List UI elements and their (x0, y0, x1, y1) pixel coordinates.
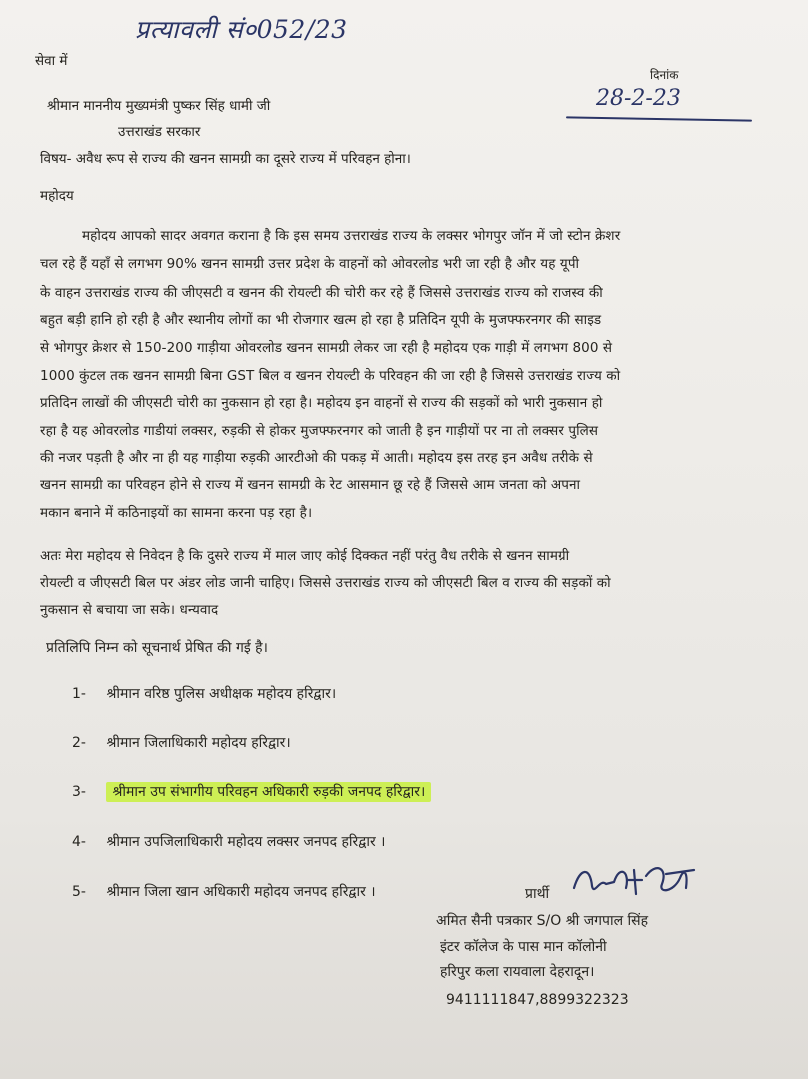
handwritten-date: 28-2-23 (596, 86, 681, 111)
paragraph-2-line: नुकसान से बचाया जा सके। धन्यवाद (40, 602, 219, 618)
sender-phone: 9411111847,8899322323 (446, 992, 629, 1008)
paragraph-1-line: चल रहे हैं यहाँ से लगभग 90% खनन सामग्री उत्तर प्रदेश के वाहनों को ओवरलोड भरी जा रही है और यह यूपी (40, 256, 580, 272)
sender-address-line-1: इंटर कॉलेज के पास मान कॉलोनी (440, 939, 607, 955)
copy-list-item (72, 684, 336, 703)
paragraph-2-line: अतः मेरा महोदय से निवेदन है कि दुसरे राज्य में माल जाए कोई दिक्कत नहीं परंतु वैध तरीके से खनन सामग्री (40, 548, 570, 564)
paragraph-1-line: प्रतिदिन लाखों की जीएसटी चोरी का नुकसान हो रहा है। महोदय इन वाहनों से राज्य की सड़कों को भारी नुकसान हो (40, 395, 603, 411)
copy-list-item (72, 733, 291, 752)
paragraph-1-line: रहा है यह ओवरलोड गाडीयां लक्सर, रुड़की से होकर मुजफ्फरनगर को जाती है इन गाड़ीयों पर ना तो लक्सर पुलिस (40, 423, 599, 439)
paragraph-1-line: की नजर पड़ती है और ना ही यह गाड़ीया रुड़की आरटीओ की पकड़ में आती। महोदय इस तरह इन अवैध तरीके से (40, 450, 593, 466)
sender-address-line-2: हरिपुर कला रायवाला देहरादून। (440, 964, 595, 980)
sender-name-line: अमित सैनी पत्रकार S/O श्री जगपाल सिंह (436, 913, 649, 929)
copy-item-number: 1- (72, 686, 86, 702)
copy-item-number: 3- (72, 784, 86, 800)
greeting: महोदय (40, 188, 74, 204)
paragraph-1-line: खनन सामग्री का परिवहन होने से राज्य में खनन सामग्री के रेट आसमान छू रहे हैं जिससे आम जनता को अपना (40, 477, 581, 493)
paragraph-2-line: रोयल्टी व जीएसटी बिल पर अंडर लोड जानी चाहिए। जिससे उत्तराखंड राज्य को जीएसटी बिल व राज्य की सड़कों को (40, 575, 611, 591)
copy-item-number: 5- (72, 884, 86, 900)
addressee-line-1: श्रीमान माननीय मुख्यमंत्री पुष्कर सिंह धामी जी (47, 98, 271, 114)
paragraph-1-line: बहुत बड़ी हानि हो रही है और स्थानीय लोगों का भी रोजगार खत्म हो रहा है प्रतिदिन यूपी के मुजफ्फरनगर की साइड (40, 312, 602, 328)
paragraph-1-line: महोदय आपको सादर अवगत कराना है कि इस समय उत्तराखंड राज्य के लक्सर भोगपुर जॉन में जो स्टोन क्रेशर (82, 228, 621, 244)
copy-list-item (72, 882, 376, 901)
copy-heading: प्रतिलिपि निम्न को सूचनार्थ प्रेषित की गई है। (46, 640, 268, 656)
paragraph-1-line: मकान बनाने में कठिनाइयों का सामना करना पड़ रहा है। (40, 505, 313, 521)
handwritten-reference-number: प्रत्यावली सं०052/23 (135, 15, 348, 44)
salutation-to: सेवा में (35, 53, 68, 69)
copy-item-text: श्रीमान जिलाधिकारी महोदय हरिद्वार। (106, 735, 291, 751)
copy-item-number: 4- (72, 834, 86, 850)
copy-list-item-highlighted (72, 782, 431, 801)
paragraph-1-line: के वाहन उत्तराखंड राज्य की जीएसटी व खनन की रोयल्टी की चोरी कर रहे हैं जिससे उत्तराखंड राज्य को राजस्व की (40, 285, 603, 301)
copy-item-text: श्रीमान उप संभागीय परिवहन अधिकारी रुड़की जनपद हरिद्वार। (112, 784, 426, 800)
copy-list-item (72, 832, 385, 851)
paragraph-1-line: 1000 कुंटल तक खनन सामग्री बिना GST बिल व खनन रोयल्टी के परिवहन की जा रही है जिससे उत्तराखंड राज्य को (40, 368, 621, 384)
copy-item-text: श्रीमान उपजिलाधिकारी महोदय लक्सर जनपद हरिद्वार । (106, 834, 386, 850)
copy-item-number: 2- (72, 735, 86, 751)
copy-item-text: श्रीमान वरिष्ठ पुलिस अधीक्षक महोदय हरिद्वार। (106, 686, 337, 702)
handwritten-signature (570, 858, 700, 908)
addressee-line-2: उत्तराखंड सरकार (118, 124, 201, 140)
date-underline (566, 116, 752, 121)
copy-item-text: श्रीमान जिला खान अधिकारी महोदय जनपद हरिद्वार । (106, 884, 376, 900)
highlighter-mark (106, 782, 431, 802)
date-label: दिनांक (650, 68, 679, 82)
applicant-label: प्रार्थी (525, 886, 550, 902)
paragraph-1-line: से भोगपुर क्रेशर से 150-200 गाड़ीया ओवरलोड खनन सामग्री लेकर जा रही है महोदय एक गाड़ी में लगभग 800 से (40, 340, 613, 356)
subject-line: विषय- अवैध रूप से राज्य की खनन सामग्री का दूसरे राज्य में परिवहन होना। (40, 151, 411, 167)
